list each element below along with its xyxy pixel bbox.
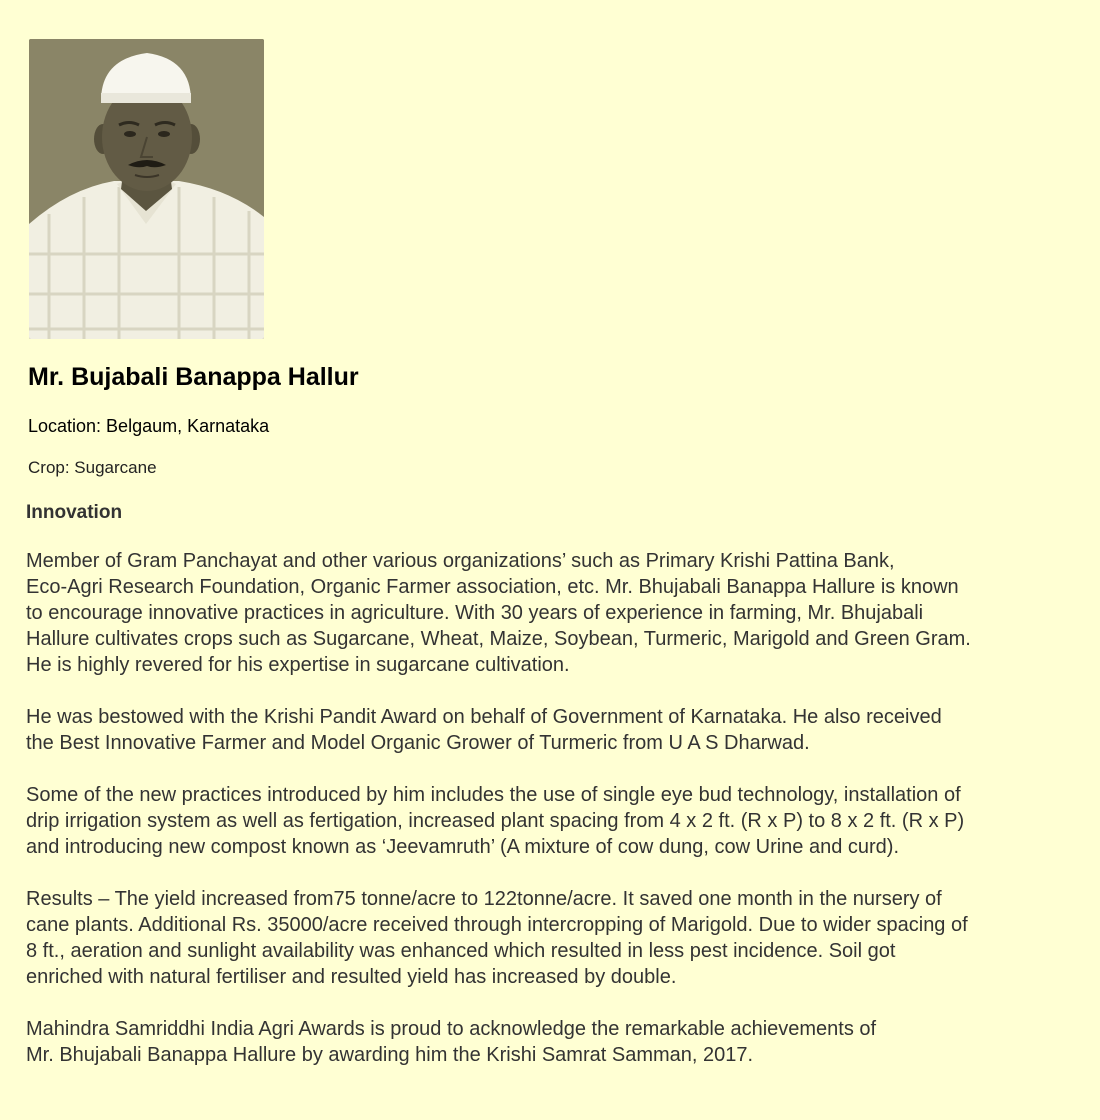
paragraph-line: cane plants. Additional Rs. 35000/acre received through intercropping of Marigold. Due to wider spacing of (26, 914, 968, 936)
paragraph-line: Eco-Agri Research Foundation, Organic Farmer association, etc. Mr. Bhujabali Banappa Hallure is known (26, 576, 959, 598)
farmer-crop: Crop: Sugarcane (28, 458, 157, 477)
paragraph-practices (26, 782, 1076, 860)
paragraph-line: to encourage innovative practices in agriculture. With 30 years of experience in farming, Mr. Bhujabali (26, 602, 924, 624)
paragraph-line: Results – The yield increased from75 tonne/acre to 122tonne/acre. It saved one month in the nursery of (26, 888, 942, 910)
paragraph-line: Some of the new practices introduced by him includes the use of single eye bud technology, installation of (26, 784, 961, 806)
innovation-description (26, 548, 1076, 1094)
paragraph-results (26, 886, 1076, 990)
farmer-location: Location: Belgaum, Karnataka (28, 416, 270, 436)
paragraph-line: enriched with natural fertiliser and resulted yield has increased by double. (26, 966, 677, 988)
paragraph-line: He is highly revered for his expertise in sugarcane cultivation. (26, 654, 570, 676)
paragraph-line: Member of Gram Panchayat and other various organizations’ such as Primary Krishi Pattina Bank, (26, 550, 895, 572)
farmer-photo (29, 39, 264, 339)
farmer-name: Mr. Bujabali Banappa Hallur (28, 363, 359, 391)
paragraph-line: Mahindra Samriddhi India Agri Awards is proud to acknowledge the remarkable achievements of (26, 1018, 877, 1040)
paragraph-acknowledgement (26, 1016, 1076, 1068)
paragraph-line: and introducing new compost known as ‘Jeevamruth’ (A mixture of cow dung, cow Urine and curd). (26, 836, 900, 858)
paragraph-line: 8 ft., aeration and sunlight availability was enhanced which resulted in less pest incidence. Soil got (26, 940, 896, 962)
paragraph-line: drip irrigation system as well as fertigation, increased plant spacing from 4 x 2 ft. (R x P) to 8 x 2 ft. (R x P) (26, 810, 965, 832)
paragraph-line: He was bestowed with the Krishi Pandit Award on behalf of Government of Karnataka. He also received (26, 706, 942, 728)
paragraph-line: Mr. Bhujabali Banappa Hallure by awarding him the Krishi Samrat Samman, 2017. (26, 1044, 754, 1066)
paragraph-line: the Best Innovative Farmer and Model Organic Grower of Turmeric from U A S Dharwad. (26, 732, 810, 754)
farmer-portrait-image (29, 39, 264, 339)
paragraph-line: Hallure cultivates crops such as Sugarcane, Wheat, Maize, Soybean, Turmeric, Marigold and Green Gram. (26, 628, 971, 650)
innovation-heading: Innovation (26, 502, 123, 523)
paragraph-awards (26, 704, 1076, 756)
paragraph-membership (26, 548, 1076, 678)
